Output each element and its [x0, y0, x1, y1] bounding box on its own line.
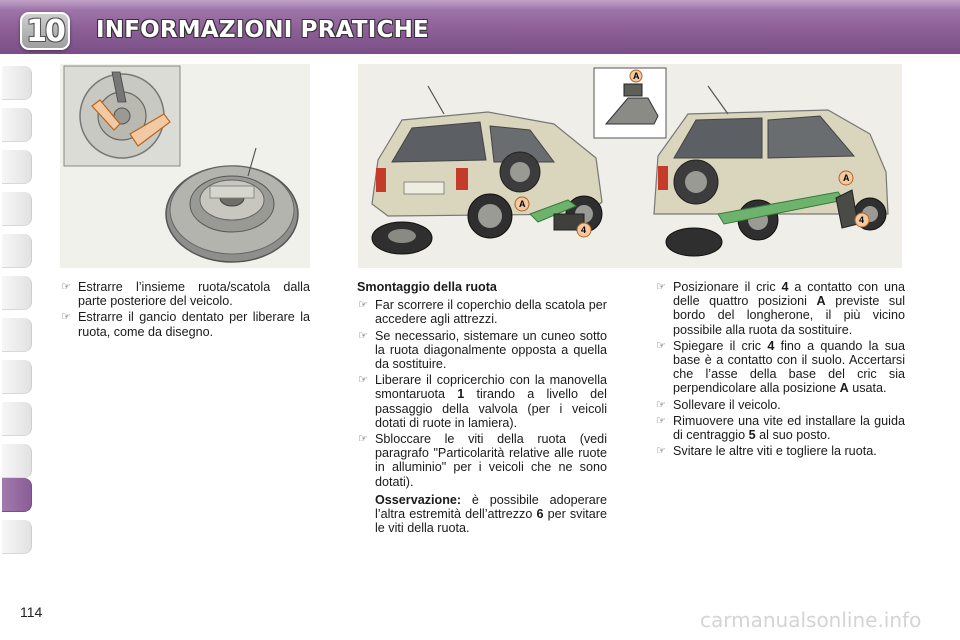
list-item-text-part: Posizionare il cric	[673, 280, 782, 294]
list-item	[655, 280, 905, 337]
reference-number: 4	[781, 280, 789, 294]
list-item-text-part: tirando a livello del passaggio della valvola (per i veicoli dotati di ruote in lamiera).	[375, 387, 607, 430]
pointing-hand-icon: ☞	[656, 338, 666, 352]
list-item-text-part: a contatto con una delle quattro posizioni	[673, 280, 905, 309]
spare-wheel-illustration	[60, 64, 310, 268]
chapter-header	[0, 0, 960, 54]
note-text-part: per svitare le viti della ruota.	[375, 507, 607, 536]
list-item	[655, 414, 905, 442]
pointing-hand-icon: ☞	[656, 280, 666, 293]
side-tab[interactable]	[2, 234, 32, 268]
side-tab-active[interactable]	[2, 478, 32, 512]
header-shine	[0, 0, 960, 10]
pointing-hand-icon: ☞	[656, 413, 666, 427]
callout-label: A	[843, 173, 850, 183]
side-tab[interactable]	[2, 192, 32, 226]
list-item	[357, 373, 607, 430]
section-title: Smontaggio della ruota	[357, 280, 497, 294]
note-label: Osservazione:	[375, 492, 462, 507]
side-tab[interactable]	[2, 150, 32, 184]
list-item	[357, 329, 607, 372]
list-item-text-part: al suo posto.	[755, 428, 831, 443]
pointing-hand-icon: ☞	[656, 397, 666, 411]
page-number: 114	[20, 604, 43, 620]
list-item	[357, 432, 607, 489]
list-item-text-part: Liberare il copricerchio con la manovella smontaruota	[375, 373, 607, 402]
side-tab[interactable]	[2, 66, 32, 100]
side-tab[interactable]	[2, 402, 32, 436]
list-item-text: Se necessario, sistemare un cuneo sotto la ruota diagonalmente opposta a quella da sostituire.	[375, 328, 607, 372]
pointing-hand-icon: ☞	[656, 444, 666, 458]
car-jack-drawing	[358, 64, 902, 268]
pointing-hand-icon: ☞	[358, 298, 368, 312]
list-item	[60, 280, 310, 308]
list-item-text-part: Spiegare il cric	[673, 338, 768, 353]
text-column-1	[60, 280, 310, 341]
reference-number: 5	[748, 428, 756, 443]
list-item-text-part: usata.	[848, 381, 887, 396]
car-jack-illustration	[358, 64, 902, 268]
callout-label: A	[633, 71, 640, 81]
list-item-text: Sollevare il veicolo.	[673, 397, 781, 412]
spare-wheel-drawing	[60, 64, 310, 268]
list-item-text: Estrarre il gancio dentato per liberare la ruota, come da disegno.	[78, 310, 310, 339]
pointing-hand-icon: ☞	[358, 373, 368, 387]
pointing-hand-icon: ☞	[358, 328, 368, 342]
side-tab[interactable]	[2, 444, 32, 478]
list-item-text: Sbloccare le viti della ruota (vedi paragrafo "Particolarità relative alle ruote in alluminio" per i veicoli che ne sono dotati).	[375, 432, 607, 489]
watermark: carmanualsonline.info	[700, 608, 922, 632]
chapter-badge	[20, 12, 70, 50]
note	[357, 493, 607, 536]
text-column-3	[655, 280, 905, 460]
pointing-hand-icon: ☞	[61, 310, 71, 324]
list-item-text-part: previste sul bordo del longherone, il più vicino possibile alla ruota da sostituire.	[673, 294, 905, 337]
side-tab[interactable]	[2, 360, 32, 394]
reference-number: 6	[536, 507, 544, 522]
callout-label: 4	[581, 225, 587, 235]
side-tab[interactable]	[2, 318, 32, 352]
list-item	[655, 398, 905, 412]
note-text-part: è possibile adoperare l’altra estremità dell’attrezzo	[375, 492, 607, 522]
text-column-2	[357, 280, 607, 535]
chapter-number: 10	[26, 13, 64, 49]
page-title: INFORMAZIONI PRATICHE	[96, 17, 429, 43]
reference-number: 1	[457, 387, 465, 402]
side-tab[interactable]	[2, 520, 32, 554]
pointing-hand-icon: ☞	[61, 280, 71, 293]
list-item-text-part: fino a quando la sua base è a contatto con il suolo. Accertarsi che l’asse della base del cric sia perpendicolare alla posizione	[673, 338, 905, 396]
list-item-text-part: Rimuovere una vite ed installare la guida di centraggio	[673, 413, 905, 443]
list-item	[60, 310, 310, 338]
side-tab[interactable]	[2, 108, 32, 142]
list-item-text: Estrarre l’insieme ruota/scatola dalla parte posteriore del veicolo.	[78, 280, 310, 309]
pointing-hand-icon: ☞	[358, 432, 368, 446]
callout-label: 4	[859, 215, 865, 225]
list-item	[357, 298, 607, 326]
list-item	[655, 339, 905, 396]
list-item-text: Svitare le altre viti e togliere la ruota.	[673, 444, 877, 459]
side-tabs	[0, 66, 34, 578]
reference-number: 4	[767, 338, 775, 353]
side-tab[interactable]	[2, 276, 32, 310]
reference-letter: A	[816, 294, 826, 309]
list-item-text: Far scorrere il coperchio della scatola per accedere agli attrezzi.	[375, 298, 607, 327]
callout-label: A	[519, 199, 526, 209]
list-item	[655, 444, 905, 458]
reference-letter: A	[839, 381, 849, 396]
